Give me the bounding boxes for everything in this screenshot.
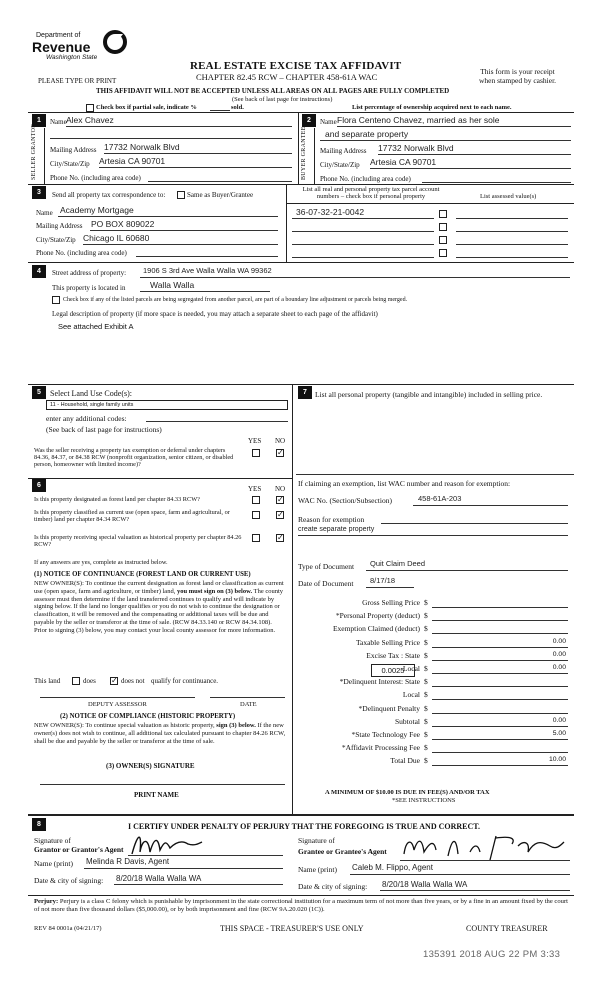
grantor-sig-of: Signature of	[34, 836, 71, 845]
buyer-city-label: City/State/Zip	[320, 161, 360, 169]
divider	[28, 184, 574, 185]
historic-question: Is this property receiving special valuation as historical property per chapter 84.26 RCW?	[34, 534, 242, 549]
continuance-title: (1) NOTICE OF CONTINUANCE (FOREST LAND OR CURRENT USE)	[34, 571, 251, 578]
same-as-buyer-label: Same as Buyer/Grantee	[187, 191, 254, 199]
parcel-line-4[interactable]	[292, 257, 434, 258]
parcel-header-line1: List all real and personal property tax parcel account	[302, 186, 440, 193]
grantee-sig-of: Signature of	[298, 836, 335, 845]
corr-city-line	[83, 244, 278, 245]
assessed-value-1[interactable]	[456, 218, 568, 219]
continuance-text-c: The county assessor must then determine if the land transferred continues to qualify and will indicate by signing below. If the land no longer qualifies or you do not wish to continue the designation or classification, it will be removed and the compensating or additional taxes will be due and payable by the seller or transferor at the time of sale. (RCW 84.33.140 or RCW 84.34.108). Prior to signing (3) below, you may contact your local county assessor for more information.	[34, 587, 284, 634]
form-title: REAL ESTATE EXCISE TAX AFFIDAVIT	[190, 60, 402, 72]
section-3-badge: 3	[32, 186, 46, 199]
located-line	[140, 291, 270, 292]
fee-value[interactable]: 0.00	[432, 664, 568, 674]
fee-label: *State Technology Fee	[351, 730, 420, 739]
parcel-line-2[interactable]	[292, 231, 434, 232]
fee-label: Total Due	[390, 756, 420, 766]
fee-row	[296, 598, 572, 610]
doc-type-label: Type of Document	[298, 562, 355, 571]
divider	[28, 112, 574, 113]
if-yes-note: If any answers are yes, complete as instructed below.	[34, 559, 168, 566]
seller-name[interactable]: Alex Chavez	[66, 115, 114, 125]
divider	[292, 384, 293, 814]
fee-row	[296, 717, 572, 729]
fee-label: Gross Selling Price	[362, 598, 420, 607]
buyer-mailing[interactable]: 17732 Norwalk Blvd	[378, 143, 454, 153]
parcel-line-1	[292, 218, 434, 219]
fee-value[interactable]: 0.00	[432, 717, 568, 727]
compliance-title: (2) NOTICE OF COMPLIANCE (HISTORIC PROPERTY)	[60, 713, 236, 720]
fee-dollar-sign: $	[424, 598, 428, 607]
parcel-header	[290, 186, 452, 201]
assessed-value-2[interactable]	[456, 231, 568, 232]
fee-dollar-sign: $	[424, 637, 428, 647]
perjury-label: Perjury:	[34, 898, 59, 905]
fee-value[interactable]: 10.00	[432, 756, 568, 766]
partial-sale-label: Check box if partial sale, indicate %	[96, 104, 197, 111]
exemption-question: Was the seller receiving a property tax exemption or deferral under chapters 84.36, 84.37, or 84.38 RCW (nonprofit organization, senior citizen, or disabled person, homeowner with limited income)?	[34, 447, 234, 469]
perjury-text: Perjury is a class C felony which is punishable by imprisonment in the state correctional institution for a maximum term of not more than five years, or by a fine in an amount fixed by the court of not more than five thousand dollars ($5,000.00), or by both imprisonment and fine (RCW 9A.20.020 (1C)).	[34, 898, 568, 914]
doc-type-line	[366, 570, 568, 571]
perjury-notice	[34, 898, 574, 914]
fee-row	[296, 756, 572, 768]
warning-banner: THIS AFFIDAVIT WILL NOT BE ACCEPTED UNLESS ALL AREAS ON ALL PAGES ARE FULLY COMPLETED	[96, 87, 450, 95]
seller-mailing-line	[104, 153, 292, 154]
parcel-2-personal-checkbox[interactable]	[439, 223, 447, 231]
divider	[286, 184, 287, 262]
fee-label: Local	[402, 664, 420, 673]
seller-city-label: City/State/Zip	[50, 160, 90, 168]
fee-dollar-sign: $	[424, 743, 428, 753]
divider	[314, 128, 315, 184]
minimum-due-note: A MINIMUM OF $10.00 IS DUE IN FEE(S) AND/OR TAX	[325, 789, 490, 796]
section-8-badge: 8	[32, 818, 46, 831]
buyer-city-line	[370, 168, 571, 169]
corr-city-label: City/State/Zip	[36, 236, 76, 244]
street-label: Street address of property:	[52, 269, 127, 277]
buyer-name-label: Name	[320, 118, 337, 126]
fee-value[interactable]	[432, 598, 568, 608]
fee-label: *Personal Property (deduct)	[335, 611, 420, 621]
corr-mailing-label: Mailing Address	[36, 222, 83, 230]
fee-value[interactable]	[432, 690, 568, 700]
corr-mailing[interactable]: PO BOX 809022	[91, 219, 155, 229]
fee-row	[296, 624, 572, 636]
buyer-mailing-label: Mailing Address	[320, 147, 367, 155]
see-back-note: (See back of last page for instructions)	[232, 96, 333, 103]
doc-date-line	[366, 587, 414, 588]
compliance-text	[34, 722, 286, 745]
buyer-name-line1[interactable]: Flora Centeno Chavez, married as her sole	[337, 115, 500, 125]
section-1-badge: 1	[32, 114, 46, 127]
fee-label: *Delinquent Penalty	[358, 703, 420, 713]
fee-dollar-sign: $	[424, 690, 428, 700]
corr-city[interactable]: Chicago IL 60680	[83, 233, 150, 243]
revenue-logo	[14, 28, 129, 70]
partial-sale-checkbox[interactable]	[86, 104, 94, 112]
fee-row	[296, 638, 572, 650]
segregated-label: Check box if any of the listed parcels are being segregated from another parcel, are part of a boundary line adjustment or parcels being merged.	[63, 297, 408, 303]
reason-line-2	[298, 535, 568, 536]
divider	[28, 895, 574, 896]
fee-label: Excise Tax : State	[366, 650, 420, 660]
s6-yes-header: YES	[248, 485, 262, 493]
seller-phone-label: Phone No. (including area code)	[50, 174, 141, 182]
divider	[44, 128, 45, 184]
grantor-name-line	[84, 868, 283, 869]
fee-row	[296, 704, 572, 716]
corr-mailing-line	[90, 230, 278, 231]
seller-name-line-2	[50, 138, 292, 139]
divider	[28, 814, 574, 816]
fee-dollar-sign: $	[424, 677, 428, 687]
parcel-line-3[interactable]	[292, 244, 434, 245]
doc-type[interactable]: Quit Claim Deed	[370, 559, 426, 568]
logo-state: Washington State	[46, 54, 98, 61]
fee-value[interactable]	[432, 611, 568, 621]
land-use-code: 11 - Household, single family units	[50, 402, 134, 408]
does-not-checkbox[interactable]: ✓	[111, 676, 118, 685]
corr-phone-label: Phone No. (including area code)	[36, 249, 127, 257]
historic-no-checkbox[interactable]: ✓	[277, 533, 284, 542]
buyer-name-line	[337, 126, 571, 127]
partial-sale-percent-field[interactable]	[210, 110, 230, 111]
fee-value[interactable]: 5.00	[432, 730, 568, 740]
corr-phone-field[interactable]	[136, 256, 278, 257]
county-treasurer: COUNTY TREASURER	[466, 924, 548, 933]
continuance-text-b: you must sign on (3) below.	[176, 587, 253, 595]
fee-dollar-sign: $	[424, 716, 428, 726]
send-correspondence-label: Send all property tax correspondence to:	[52, 191, 166, 199]
additional-codes-field[interactable]	[146, 421, 288, 422]
deputy-date-label: DATE	[240, 701, 257, 708]
doc-date-label: Date of Document	[298, 579, 354, 588]
parcel-1-personal-checkbox[interactable]	[439, 210, 447, 218]
exemption-reason[interactable]: create separate property	[298, 526, 375, 533]
same-as-buyer-checkbox[interactable]	[177, 191, 185, 199]
section-2-badge: 2	[302, 114, 316, 127]
fee-value[interactable]: 0.00	[432, 638, 568, 648]
divider	[286, 203, 574, 204]
fee-label: *Affidavit Processing Fee	[341, 743, 420, 753]
deputy-date-field[interactable]	[210, 697, 285, 698]
segregated-checkbox[interactable]	[52, 296, 60, 304]
corr-name[interactable]: Academy Mortgage	[60, 205, 134, 215]
parcel-number-1[interactable]: 36-07-32-21-0042	[296, 207, 365, 217]
wac-number[interactable]: 458-61A-203	[418, 494, 462, 503]
grantor-name-label: Name (print)	[34, 859, 73, 868]
continuance-text	[34, 580, 286, 635]
fee-value[interactable]	[432, 624, 568, 634]
fee-dollar-sign: $	[424, 650, 428, 660]
grantee-date-label: Date & city of signing:	[298, 882, 368, 891]
grantor-signature-line	[128, 855, 283, 856]
form-chapter: CHAPTER 82.45 RCW – CHAPTER 458-61A WAC	[196, 72, 378, 82]
fee-row	[296, 690, 572, 702]
street-line	[140, 277, 570, 278]
seller-grantor-label: SELLER GRANTOR	[31, 123, 37, 180]
personal-property-label: List all personal property (tangible and intangible) included in selling price.	[315, 390, 543, 399]
logo-dept: Department of	[36, 32, 81, 39]
treasurer-space: THIS SPACE - TREASURER'S USE ONLY	[220, 924, 364, 933]
wac-intro: If claiming an exemption, list WAC number and reason for exemption:	[298, 479, 511, 488]
property-street[interactable]: 1906 S 3rd Ave Walla Walla WA 99362	[143, 266, 272, 275]
grantee-signature[interactable]	[400, 832, 570, 862]
grantor-name[interactable]: Melinda R Davis, Agent	[86, 857, 170, 866]
seller-city-line	[99, 167, 292, 168]
grantee-agent-label: Grantee or Grantee's Agent	[298, 847, 387, 856]
divider	[28, 384, 574, 385]
section-7-badge: 7	[298, 386, 312, 399]
deputy-assessor-signature[interactable]	[40, 697, 195, 698]
seller-name-label: Name	[50, 118, 67, 126]
grantor-signature[interactable]	[128, 830, 278, 858]
wac-line	[413, 505, 568, 506]
current-use-no-checkbox[interactable]: ✓	[277, 510, 284, 519]
fee-dollar-sign: $	[424, 624, 428, 634]
property-located[interactable]: Walla Walla	[150, 280, 195, 290]
buyer-grantee-label: BUYER GRANTEE	[301, 126, 307, 180]
local-rate-box[interactable]	[371, 664, 415, 677]
certify-statement: I CERTIFY UNDER PENALTY OF PERJURY THAT THE FOREGOING IS TRUE AND CORRECT.	[128, 822, 481, 831]
compliance-text-a: NEW OWNER(S): To continue special valuation as historic property,	[34, 722, 215, 729]
corr-name-label: Name	[36, 209, 53, 217]
section-6-badge: 6	[32, 479, 46, 492]
list-percentage: List percentage of ownership acquired next to each name.	[352, 104, 512, 111]
seller-mailing[interactable]: 17732 Norwalk Blvd	[104, 142, 180, 152]
buyer-phone-field[interactable]	[422, 182, 571, 183]
forest-yes-checkbox[interactable]	[252, 496, 260, 504]
grantee-name[interactable]: Caleb M. Flippo, Agent	[352, 863, 433, 872]
grantee-date-line	[380, 890, 570, 891]
seller-phone-field[interactable]	[148, 181, 292, 182]
sold-label: sold.	[231, 104, 244, 111]
fee-dollar-sign: $	[424, 730, 428, 739]
fee-dollar-sign: $	[424, 664, 428, 673]
local-rate: 0.0025	[381, 666, 405, 675]
legal-description[interactable]: See attached Exhibit A	[58, 322, 134, 331]
rev-code: REV 84 0001a (04/21/17)	[34, 925, 102, 932]
deputy-assessor-label: DEPUTY ASSESSOR	[88, 701, 147, 708]
parcel-3-personal-checkbox[interactable]	[439, 236, 447, 244]
divider	[28, 262, 574, 263]
fee-label: Exemption Claimed (deduct)	[332, 624, 420, 634]
compliance-text-b: sign (3) below.	[216, 722, 256, 729]
assessed-value-4[interactable]	[456, 257, 568, 258]
see-back-land-use: (See back of last page for instructions)	[46, 425, 162, 434]
fee-label: *Delinquent Interest: State	[339, 677, 420, 687]
fee-dollar-sign: $	[424, 703, 428, 713]
land-use-label: Select Land Use Code(s):	[50, 389, 132, 398]
dor-logo-icon	[103, 30, 127, 54]
seller-name-line	[66, 126, 292, 127]
grantee-signature-line	[400, 860, 570, 861]
receipt-note-line2: when stamped by cashier.	[478, 75, 557, 85]
grantee-name-label: Name (print)	[298, 865, 337, 874]
forest-no-checkbox[interactable]: ✓	[277, 495, 284, 504]
grantee-date[interactable]: 8/20/18 Walla Walla WA	[382, 880, 468, 889]
fee-label: Local	[402, 690, 420, 700]
receipt-note-line1: This form is your receipt	[480, 67, 555, 76]
reason-label: Reason for exemption	[298, 515, 365, 524]
fee-value[interactable]: 0.00	[432, 651, 568, 661]
current-use-question: Is this property classified as current use (open space, farm and agricultural, or timber) land per chapter 84.34 RCW?	[34, 509, 230, 524]
exemption-yes-checkbox[interactable]	[252, 449, 260, 457]
assessed-value-3[interactable]	[456, 244, 568, 245]
fee-row	[296, 743, 572, 755]
print-name-label: PRINT NAME	[134, 791, 179, 799]
buyer-city[interactable]: Artesia CA 90701	[370, 157, 437, 167]
grantor-date-label: Date & city of signing:	[34, 876, 104, 885]
grantor-agent-label: Grantor or Grantor's Agent	[34, 845, 124, 854]
qualify-label: qualify for continuance.	[151, 677, 219, 685]
fee-row	[296, 611, 572, 623]
section-5-badge: 5	[32, 386, 46, 399]
historic-yes-checkbox[interactable]	[252, 534, 260, 542]
fee-label: Taxable Selling Price	[355, 637, 420, 647]
owner-signature-label: (3) OWNER(S) SIGNATURE	[106, 762, 195, 770]
parcel-4-personal-checkbox[interactable]	[439, 249, 447, 257]
does-not-label: does not	[121, 677, 145, 685]
receipt-note	[465, 68, 570, 85]
grantor-date[interactable]: 8/20/18 Walla Walla WA	[116, 874, 202, 883]
additional-codes-label: enter any additional codes:	[46, 414, 127, 423]
fee-value[interactable]	[432, 743, 568, 753]
legal-label: Legal description of property (if more space is needed, you may attach a separate sheet to each page of the affidavit)	[52, 310, 378, 318]
does-label: does	[83, 677, 96, 685]
seller-mailing-label: Mailing Address	[50, 146, 97, 154]
doc-date[interactable]: 8/17/18	[370, 576, 396, 585]
divider	[298, 112, 299, 184]
s5-yes-header: YES	[248, 437, 262, 445]
see-instructions-note: *SEE INSTRUCTIONS	[392, 797, 456, 804]
fee-dollar-sign: $	[424, 756, 428, 766]
section-4-badge: 4	[32, 265, 46, 278]
assessed-header: List assessed value(s)	[480, 193, 537, 200]
logo-name: Revenue	[32, 39, 91, 55]
grantor-date-line	[114, 884, 283, 885]
reason-line	[381, 523, 568, 524]
wac-label: WAC No. (Section/Subsection)	[298, 496, 392, 505]
fee-value[interactable]	[432, 704, 568, 714]
receipt-stamp: 135391 2018 AUG 22 PM 3:33	[423, 949, 561, 960]
s5-no-header: NO	[275, 437, 286, 445]
located-label: This property is located in	[52, 284, 126, 292]
buyer-name-line2[interactable]: and separate property	[325, 129, 409, 139]
compliance-text-c: If the new owner(s) does not wish to continue, all additional tax calculated pursuant to chapter 84.26 RCW, shall be due and payable by the seller or transferor at the time of sale.	[34, 722, 286, 745]
forest-question: Is this property designated as forest land per chapter 84.33 RCW?	[34, 496, 200, 503]
fee-label: Subtotal	[394, 716, 420, 726]
fee-dollar-sign: $	[424, 611, 428, 621]
this-land-label: This land	[34, 677, 61, 685]
exemption-no-checkbox[interactable]: ✓	[277, 448, 284, 457]
s6-no-header: NO	[275, 485, 286, 493]
continuance-text-a: NEW OWNER(S): To continue the current designation as forest land or classification as current use (open space, farm and agriculture, or timber) land,	[34, 580, 284, 595]
personal-property-area[interactable]	[296, 474, 574, 475]
please-type: PLEASE TYPE OR PRINT	[38, 77, 117, 85]
fee-value[interactable]	[432, 677, 568, 687]
fee-row	[296, 677, 572, 689]
corr-name-line	[58, 216, 278, 217]
fee-row	[296, 651, 572, 663]
owner-signature-field[interactable]	[40, 784, 285, 785]
buyer-phone-label: Phone No. (including area code)	[320, 175, 411, 183]
buyer-mailing-line	[378, 154, 571, 155]
divider	[28, 478, 292, 479]
grantee-name-line	[350, 874, 570, 875]
does-checkbox[interactable]	[72, 677, 80, 685]
parcel-header-line2: numbers – check box if personal property	[316, 193, 426, 201]
current-use-yes-checkbox[interactable]	[252, 511, 260, 519]
land-use-select[interactable]	[46, 400, 288, 410]
seller-city[interactable]: Artesia CA 90701	[99, 156, 166, 166]
fee-row	[296, 730, 572, 742]
fee-row	[296, 664, 572, 676]
buyer-name-line-2	[320, 140, 571, 141]
